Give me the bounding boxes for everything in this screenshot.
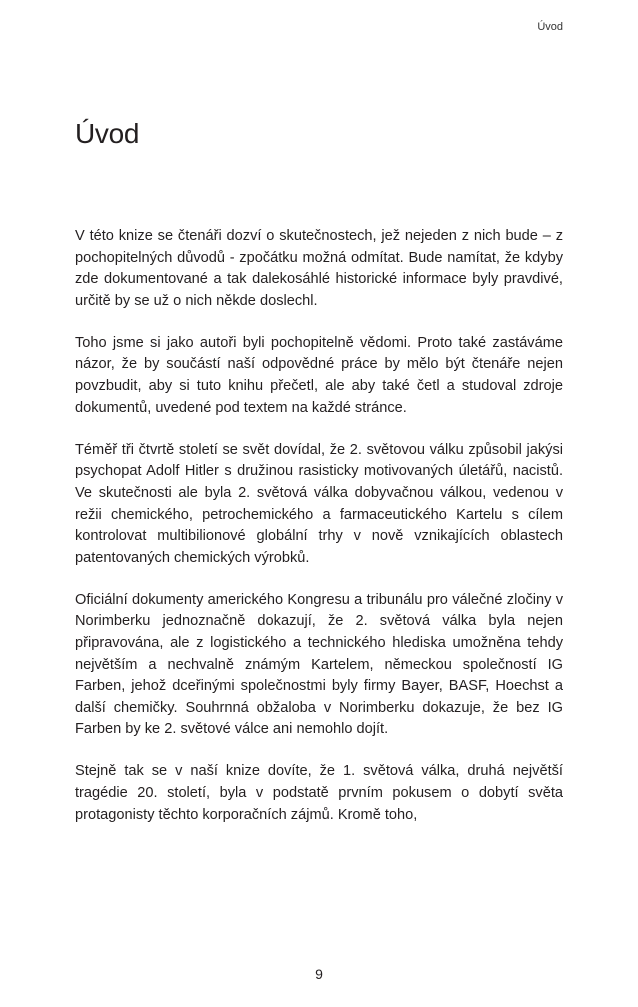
paragraph-4: Oficiální dokumenty amerického Kongresu a tribunálu pro válečné zločiny v Norimberku jednoznačně dokazují, že 2. světová válka byla nejen připravována, ale z logistického a technického hlediska umožněna tehdy největším a nechvalně známým Kartelem, německou společností IG Farben, jehož dceřinými společnostmi byly firmy Bayer, BASF, Hoechst a další chemičky. Souhrnná obžaloba v Norimberku dokazuje, že bez IG Farben by ke 2. světové válce ani nemohlo dojít. <box>75 591 563 738</box>
page-number: 9 <box>315 966 323 982</box>
paragraph-5: Stejně tak se v naší knize dovíte, že 1. světová válka, druhá největší tragédie 20. století, byla v podstatě prvním pokusem o dobytí světa protagonisty těchto korporačních zájmů. Kromě toho, <box>75 763 563 823</box>
paragraph-3: Téměř tři čtvrtě století se svět dovídal, že 2. světovou válku způsobil jakýsi psychopat Adolf Hitler s družinou rasisticky motivovaných úletářů, nacistů. Ve skutečnosti ale byla 2. světová válka dobyvačnou válkou, vedenou v režii chemického, petrochemického a farmaceutického Kartelu s cílem kontrolovat multibilionové globální trhy v nově vznikajících oblastech patentovaných chemických výrobků. <box>75 441 563 566</box>
body-text <box>75 226 563 847</box>
running-header: Úvod <box>537 21 563 33</box>
paragraph-1: V této knize se čtenáři dozví o skutečnostech, jež nejeden z nich bude – z pochopitelných důvodů - zpočátku možná odmítat. Bude namítat, že kdyby zde dokumentované a tak dalekosáhlé historické informace byly pravdivé, určitě by se už o nich někde doslechl. <box>75 228 563 309</box>
paragraph-2: Toho jsme si jako autoři byli pochopitelně vědomi. Proto také zastáváme názor, že by součástí naší odpovědné práce by mělo být čtenáře nejen povzbudit, aby si tuto knihu přečetl, ale aby také četl a studoval zdroje dokumentů, uvedené pod textem na každé stránce. <box>75 334 563 416</box>
chapter-title: Úvod <box>75 118 140 149</box>
